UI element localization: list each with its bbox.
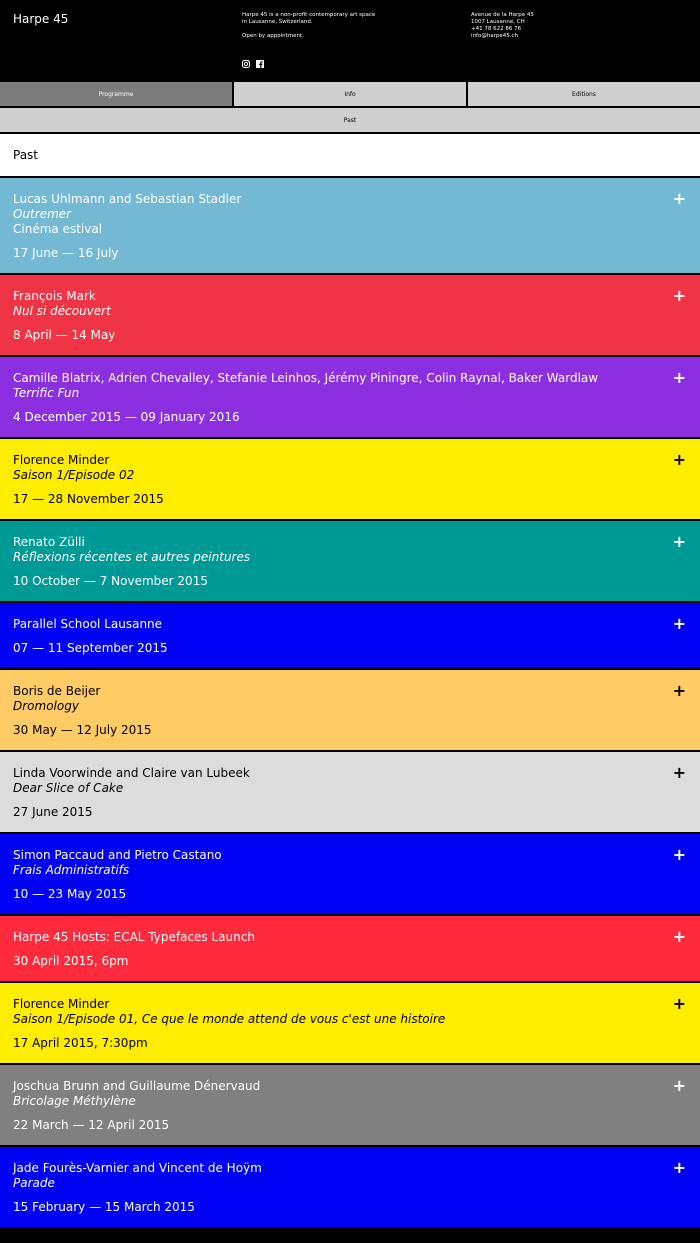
exhibition-date: 27 June 2015	[13, 805, 93, 819]
exhibition-title: Dromology	[13, 699, 79, 713]
expand-plus-icon[interactable]: +	[672, 1158, 686, 1177]
facebook-icon[interactable]	[256, 53, 264, 61]
expand-plus-icon[interactable]: +	[672, 286, 686, 305]
exhibition-title: Saison 1/Episode 01, Ce que le monde attend de vous c'est une histoire	[13, 1012, 446, 1026]
address-city: 1007 Lausanne, CH	[471, 19, 525, 25]
exhibition-artist: Joschua Brunn and Guillaume Dénervaud	[13, 1079, 261, 1093]
exhibition-artist: Harpe 45 Hosts: ECAL Typefaces Launch	[13, 930, 255, 944]
opening-info: Open by appointment.	[242, 33, 304, 39]
exhibition-item[interactable]	[0, 1065, 700, 1145]
exhibition-date: 17 April 2015, 7:30pm	[13, 1036, 148, 1050]
exhibition-item[interactable]	[0, 916, 700, 981]
exhibition-date: 4 December 2015 — 09 January 2016	[13, 410, 240, 424]
expand-plus-icon[interactable]: +	[672, 1076, 686, 1095]
site-logo[interactable]: Harpe 45	[13, 12, 69, 26]
exhibition-item[interactable]	[0, 357, 700, 437]
exhibition-date: 17 June — 16 July	[13, 246, 119, 260]
exhibition-item[interactable]	[0, 439, 700, 519]
expand-plus-icon[interactable]: +	[672, 189, 686, 208]
exhibition-date: 07 — 11 September 2015	[13, 641, 168, 655]
exhibition-artist: Lucas Uhlmann and Sebastian Stadler	[13, 192, 242, 206]
address-street: Avenue de la Harpe 45	[471, 12, 534, 18]
exhibition-date: 22 March — 12 April 2015	[13, 1118, 170, 1132]
site-header	[0, 0, 700, 82]
expand-plus-icon[interactable]: +	[672, 681, 686, 700]
section-title: Past	[0, 134, 700, 176]
address-phone: +41 78 622 86 76	[471, 26, 522, 32]
exhibition-artist: François Mark	[13, 289, 96, 303]
exhibition-item[interactable]	[0, 834, 700, 914]
exhibition-artist: Florence Minder	[13, 997, 110, 1011]
exhibition-item[interactable]	[0, 752, 700, 832]
exhibition-date: 30 April 2015, 6pm	[13, 954, 129, 968]
contact-address	[471, 12, 534, 40]
expand-plus-icon[interactable]: +	[672, 927, 686, 946]
exhibition-subtitle: Cinéma estival	[13, 222, 103, 236]
instagram-icon[interactable]	[242, 53, 250, 61]
exhibition-item[interactable]	[0, 670, 700, 750]
exhibition-artist: Linda Voorwinde and Claire van Lubeek	[13, 766, 250, 780]
exhibition-item[interactable]	[0, 275, 700, 355]
exhibition-artist: Simon Paccaud and Pietro Castano	[13, 848, 222, 862]
exhibition-artist: Jade Fourès-Varnier and Vincent de Hoÿm	[13, 1161, 262, 1175]
exhibition-date: 10 October — 7 November 2015	[13, 574, 208, 588]
about-text	[242, 12, 382, 47]
exhibition-item[interactable]	[0, 178, 700, 273]
exhibition-title: Dear Slice of Cake	[13, 781, 124, 795]
about-description: Harpe 45 is a non-profit contemporary art space in Lausanne, Switzerland.	[242, 12, 376, 25]
expand-plus-icon[interactable]: +	[672, 368, 686, 387]
exhibition-item[interactable]	[0, 521, 700, 601]
social-links	[242, 53, 264, 61]
exhibition-title: Parade	[13, 1176, 55, 1190]
expand-plus-icon[interactable]: +	[672, 532, 686, 551]
exhibition-date: 15 February — 15 March 2015	[13, 1200, 195, 1214]
exhibition-artist: Parallel School Lausanne	[13, 617, 163, 631]
exhibition-item[interactable]	[0, 603, 700, 668]
exhibition-title: Frais Administratifs	[13, 863, 130, 877]
exhibition-title: Bricolage Méthylène	[13, 1094, 136, 1108]
exhibition-list	[0, 178, 700, 1227]
exhibition-artist: Florence Minder	[13, 453, 110, 467]
tab-programme[interactable]: Programme	[0, 82, 232, 106]
tab-editions[interactable]: Editions	[468, 82, 700, 106]
exhibition-title: Terrific Fun	[13, 386, 80, 400]
exhibition-artist: Renato Zülli	[13, 535, 85, 549]
expand-plus-icon[interactable]: +	[672, 994, 686, 1013]
exhibition-date: 30 May — 12 July 2015	[13, 723, 152, 737]
exhibition-date: 10 — 23 May 2015	[13, 887, 127, 901]
exhibition-date: 8 April — 14 May	[13, 328, 116, 342]
expand-plus-icon[interactable]: +	[672, 614, 686, 633]
tab-info[interactable]: Info	[234, 82, 466, 106]
exhibition-title: Nul si découvert	[13, 304, 111, 318]
exhibition-title: Outremer	[13, 207, 72, 221]
subnav-past[interactable]: Past	[0, 108, 700, 132]
exhibition-artist: Boris de Beijer	[13, 684, 101, 698]
address-email[interactable]: info@harpe45.ch	[471, 33, 519, 39]
exhibition-item[interactable]	[0, 983, 700, 1063]
exhibition-artist: Camille Blatrix, Adrien Chevalley, Stefanie Leinhos, Jérémy Piningre, Colin Raynal, Baker Wardlaw	[13, 371, 599, 385]
expand-plus-icon[interactable]: +	[672, 763, 686, 782]
expand-plus-icon[interactable]: +	[672, 450, 686, 469]
exhibition-item[interactable]	[0, 1147, 700, 1227]
exhibition-date: 17 — 28 November 2015	[13, 492, 164, 506]
main-nav	[0, 82, 700, 106]
exhibition-title: Réflexions récentes et autres peintures	[13, 550, 251, 564]
exhibition-title: Saison 1/Episode 02	[13, 468, 135, 482]
expand-plus-icon[interactable]: +	[672, 845, 686, 864]
